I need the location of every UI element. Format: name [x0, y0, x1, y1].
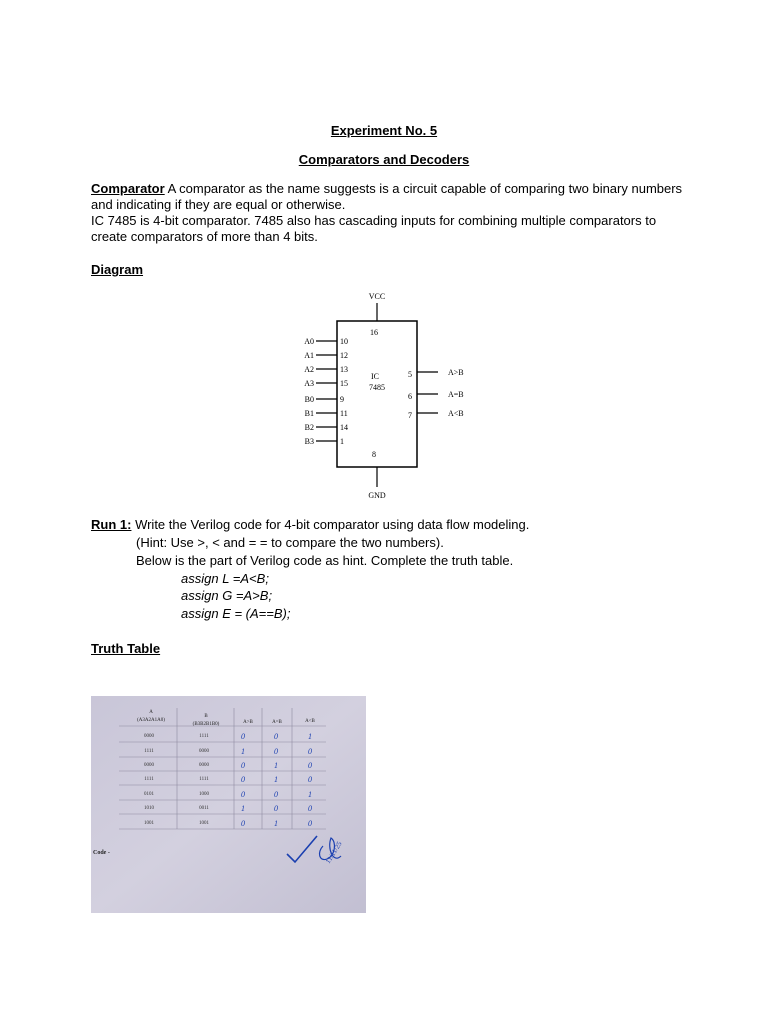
code-label: Code - [93, 850, 110, 856]
input-pin-number: 11 [340, 409, 348, 418]
cell-a: 1001 [144, 821, 154, 826]
chip-body [337, 321, 417, 467]
vcc-label: VCC [368, 292, 386, 301]
header-a: A [149, 710, 153, 715]
output-pin-number: 5 [408, 370, 412, 379]
cell-b: 0000 [199, 763, 209, 768]
input-pin-number: 13 [340, 365, 348, 374]
cell-result: 0 [308, 761, 312, 770]
run1-hint: (Hint: Use >, < and = = to compare the two numbers). [136, 535, 444, 550]
chip-label-7485: 7485 [369, 383, 385, 392]
input-label: B2 [304, 423, 314, 432]
code-line-g: assign G =A>B; [181, 588, 273, 603]
cell-result: 0 [308, 819, 312, 828]
input-pin-number: 14 [340, 423, 348, 432]
cell-a: 0101 [144, 792, 154, 797]
ic7485-diagram [290, 285, 490, 505]
cell-result: 0 [241, 819, 245, 828]
cell-result: 1 [274, 819, 278, 828]
cell-b: 1000 [199, 792, 209, 797]
input-label: B1 [304, 409, 314, 418]
input-pin-number: 12 [340, 351, 348, 360]
output-label: A<B [448, 409, 464, 418]
cell-b: 1111 [199, 734, 209, 739]
header-eq: A=B [272, 720, 282, 725]
diagram-heading: Diagram [91, 262, 144, 277]
cell-result: 0 [274, 747, 278, 756]
signature-date: 11/11/25 [323, 840, 344, 866]
cell-a: 1111 [144, 749, 154, 754]
header-gt: A>B [243, 720, 253, 725]
photo-paper [91, 696, 366, 913]
comparator-intro [91, 181, 691, 245]
input-pin-number: 1 [340, 437, 344, 446]
cell-b: 0000 [199, 749, 209, 754]
cell-result: 1 [308, 790, 312, 799]
output-label: A>B [448, 368, 464, 377]
gnd-pin: 8 [372, 450, 376, 459]
cell-result: 0 [241, 732, 245, 741]
cell-result: 1 [274, 775, 278, 784]
output-pin-number: 7 [408, 411, 412, 420]
code-line-l: assign L =A<B; [181, 571, 269, 586]
header-a-bits: (A3A2A1A0) [137, 718, 165, 723]
page-subtitle: Comparators and Decoders [298, 152, 470, 167]
cell-result: 0 [241, 775, 245, 784]
cell-result: 1 [241, 804, 245, 813]
cell-a: 0000 [144, 763, 154, 768]
vcc-pin: 16 [370, 328, 378, 337]
cell-a: 0000 [144, 734, 154, 739]
run1-instruction [91, 517, 529, 532]
run1-text: Write the Verilog code for 4-bit comparator using data flow modeling. [131, 517, 530, 532]
cell-b: 1001 [199, 821, 209, 826]
cell-result: 0 [274, 732, 278, 741]
cell-b: 1111 [199, 777, 209, 782]
input-label: B3 [304, 437, 314, 446]
header-b-bits: (B3B2B1B0) [192, 722, 220, 727]
cell-result: 1 [241, 747, 245, 756]
input-pins [304, 337, 348, 446]
code-line-e: assign E = (A==B); [181, 606, 291, 621]
input-pin-number: 9 [340, 395, 344, 404]
cell-b: 0011 [199, 806, 209, 811]
output-label: A=B [448, 390, 464, 399]
cell-a: 1111 [144, 777, 154, 782]
run1-below: Below is the part of Verilog code as hint. Complete the truth table. [136, 553, 514, 568]
comparator-description: A comparator as the name suggests is a circuit capable of comparing two binary numbers and indicating if they are equal or otherwise. [91, 181, 683, 212]
cell-result: 0 [241, 761, 245, 770]
header-b: B [204, 714, 208, 719]
comparator-term: Comparator [91, 181, 165, 196]
input-pin-number: 10 [340, 337, 348, 346]
input-pin-number: 15 [340, 379, 348, 388]
input-label: A3 [304, 379, 314, 388]
truth-table-photo [91, 696, 366, 913]
input-label: A2 [304, 365, 314, 374]
cell-result: 0 [308, 747, 312, 756]
ic-description: IC 7485 is 4-bit comparator. 7485 also has cascading inputs for combining multiple comparators to create comparators of more than 4 bits. [91, 213, 657, 244]
run1-label: Run 1: [91, 517, 132, 532]
experiment-title: Experiment No. 5 [330, 123, 438, 138]
cell-result: 0 [274, 804, 278, 813]
cell-result: 0 [308, 775, 312, 784]
header-lt: A<B [305, 719, 315, 724]
cell-result: 0 [274, 790, 278, 799]
cell-result: 0 [241, 790, 245, 799]
gnd-label: GND [368, 491, 386, 500]
input-label: B0 [304, 395, 314, 404]
cell-result: 0 [308, 804, 312, 813]
chip-label-ic: IC [371, 372, 379, 381]
output-pin-number: 6 [408, 392, 412, 401]
truth-table-heading: Truth Table [91, 641, 161, 656]
input-label: A0 [304, 337, 314, 346]
cell-a: 1010 [144, 806, 154, 811]
input-label: A1 [304, 351, 314, 360]
cell-result: 1 [308, 732, 312, 741]
cell-result: 1 [274, 761, 278, 770]
